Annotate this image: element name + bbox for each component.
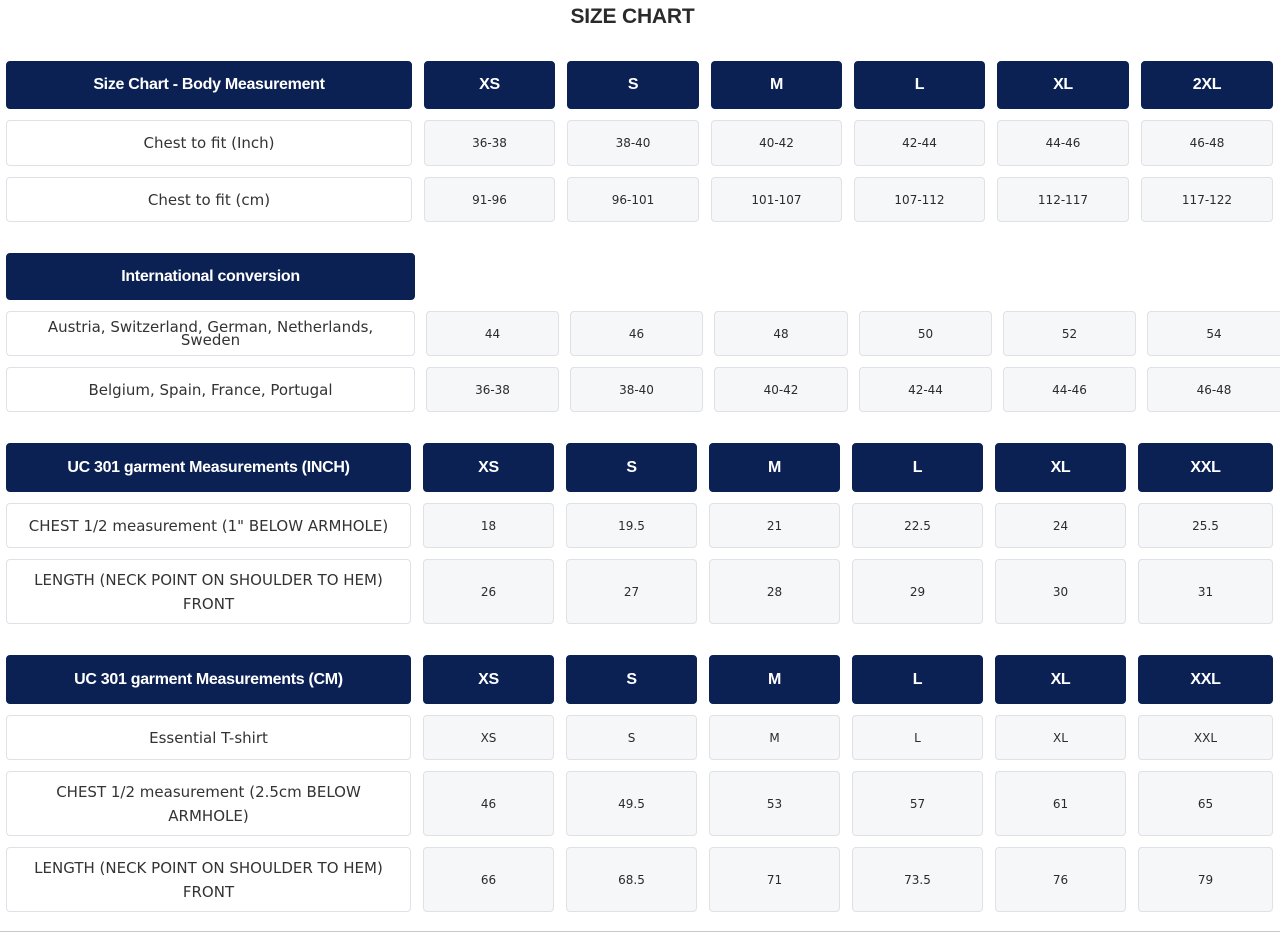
- table-cell: 36-38: [424, 120, 555, 166]
- column-header: L: [852, 443, 983, 492]
- table-cell: 61: [995, 771, 1126, 836]
- table-cell: 44-46: [997, 120, 1129, 166]
- table-cell: 76: [995, 847, 1126, 912]
- table-cell: 26: [423, 559, 554, 624]
- row-label: LENGTH (NECK POINT ON SHOULDER TO HEM) FRONT: [6, 847, 411, 912]
- column-header: XS: [424, 61, 555, 109]
- column-header: M: [709, 655, 840, 704]
- table-header-garment-cm: UC 301 garment Measurements (CM): [6, 655, 411, 704]
- table-cell: 49.5: [566, 771, 697, 836]
- table-cell: 29: [852, 559, 983, 624]
- table-cell: 66: [423, 847, 554, 912]
- table-cell: 107-112: [854, 177, 985, 222]
- row-label: LENGTH (NECK POINT ON SHOULDER TO HEM) FRONT: [6, 559, 411, 624]
- table-cell: XXL: [1138, 715, 1273, 760]
- column-header: M: [711, 61, 842, 109]
- table-cell: 46-48: [1141, 120, 1273, 166]
- column-header: S: [566, 443, 697, 492]
- table-cell: 65: [1138, 771, 1273, 836]
- table-cell: 21: [709, 503, 840, 548]
- table-cell: 46: [423, 771, 554, 836]
- table-cell: 73.5: [852, 847, 983, 912]
- table-cell: 19.5: [566, 503, 697, 548]
- table-cell: XL: [995, 715, 1126, 760]
- column-header: L: [854, 61, 985, 109]
- bottom-divider: [0, 931, 1280, 932]
- column-header: XL: [995, 655, 1126, 704]
- table-cell: XS: [423, 715, 554, 760]
- column-header: XL: [997, 61, 1129, 109]
- table-cell: L: [852, 715, 983, 760]
- table-cell: 36-38: [426, 367, 559, 412]
- table-cell: S: [566, 715, 697, 760]
- table-cell: 57: [852, 771, 983, 836]
- column-header: L: [852, 655, 983, 704]
- table-cell: 46: [570, 311, 703, 356]
- column-header: M: [709, 443, 840, 492]
- row-label: Chest to fit (Inch): [6, 120, 412, 166]
- column-header: XL: [995, 443, 1126, 492]
- table-cell: 52: [1003, 311, 1136, 356]
- table-header-garment-inch: UC 301 garment Measurements (INCH): [6, 443, 411, 492]
- table-cell: 91-96: [424, 177, 555, 222]
- row-label: CHEST 1/2 measurement (1" BELOW ARMHOLE): [6, 503, 411, 548]
- table-cell: 96-101: [567, 177, 699, 222]
- column-header: XS: [423, 443, 554, 492]
- table-cell: 42-44: [854, 120, 985, 166]
- row-label: Austria, Switzerland, German, Netherlands, Sweden: [6, 311, 415, 356]
- table-cell: 24: [995, 503, 1126, 548]
- table-cell: 44-46: [1003, 367, 1136, 412]
- table-cell: 79: [1138, 847, 1273, 912]
- column-header: XXL: [1138, 655, 1273, 704]
- table-cell: 31: [1138, 559, 1273, 624]
- table-cell: 48: [714, 311, 848, 356]
- column-header: S: [566, 655, 697, 704]
- table-cell: 25.5: [1138, 503, 1273, 548]
- table-cell: 40-42: [714, 367, 848, 412]
- column-header: XS: [423, 655, 554, 704]
- row-label: Essential T-shirt: [6, 715, 411, 760]
- table-cell: 38-40: [570, 367, 703, 412]
- table-cell: 71: [709, 847, 840, 912]
- table-cell: 22.5: [852, 503, 983, 548]
- table-cell: 101-107: [711, 177, 842, 222]
- table-cell: 30: [995, 559, 1126, 624]
- table-cell: 27: [566, 559, 697, 624]
- table-cell: 117-122: [1141, 177, 1273, 222]
- table-cell: 42-44: [859, 367, 992, 412]
- table-cell: 38-40: [567, 120, 699, 166]
- page-title: SIZE CHART: [570, 5, 695, 28]
- row-label: CHEST 1/2 measurement (2.5cm BELOW ARMHOLE): [6, 771, 411, 836]
- row-label: Belgium, Spain, France, Portugal: [6, 367, 415, 412]
- column-header: XXL: [1138, 443, 1273, 492]
- table-cell: 40-42: [711, 120, 842, 166]
- table-cell: 112-117: [997, 177, 1129, 222]
- table-cell: 53: [709, 771, 840, 836]
- column-header: 2XL: [1141, 61, 1273, 109]
- table-header-body-measurement: Size Chart - Body Measurement: [6, 61, 412, 109]
- row-label: Chest to fit (cm): [6, 177, 412, 222]
- table-header-international-conversion: International conversion: [6, 253, 415, 300]
- table-cell: 50: [859, 311, 992, 356]
- table-cell: 28: [709, 559, 840, 624]
- table-cell: 54: [1147, 311, 1280, 356]
- table-cell: 44: [426, 311, 559, 356]
- table-cell: 68.5: [566, 847, 697, 912]
- table-cell: 46-48: [1147, 367, 1280, 412]
- table-cell: M: [709, 715, 840, 760]
- table-cell: 18: [423, 503, 554, 548]
- column-header: S: [567, 61, 699, 109]
